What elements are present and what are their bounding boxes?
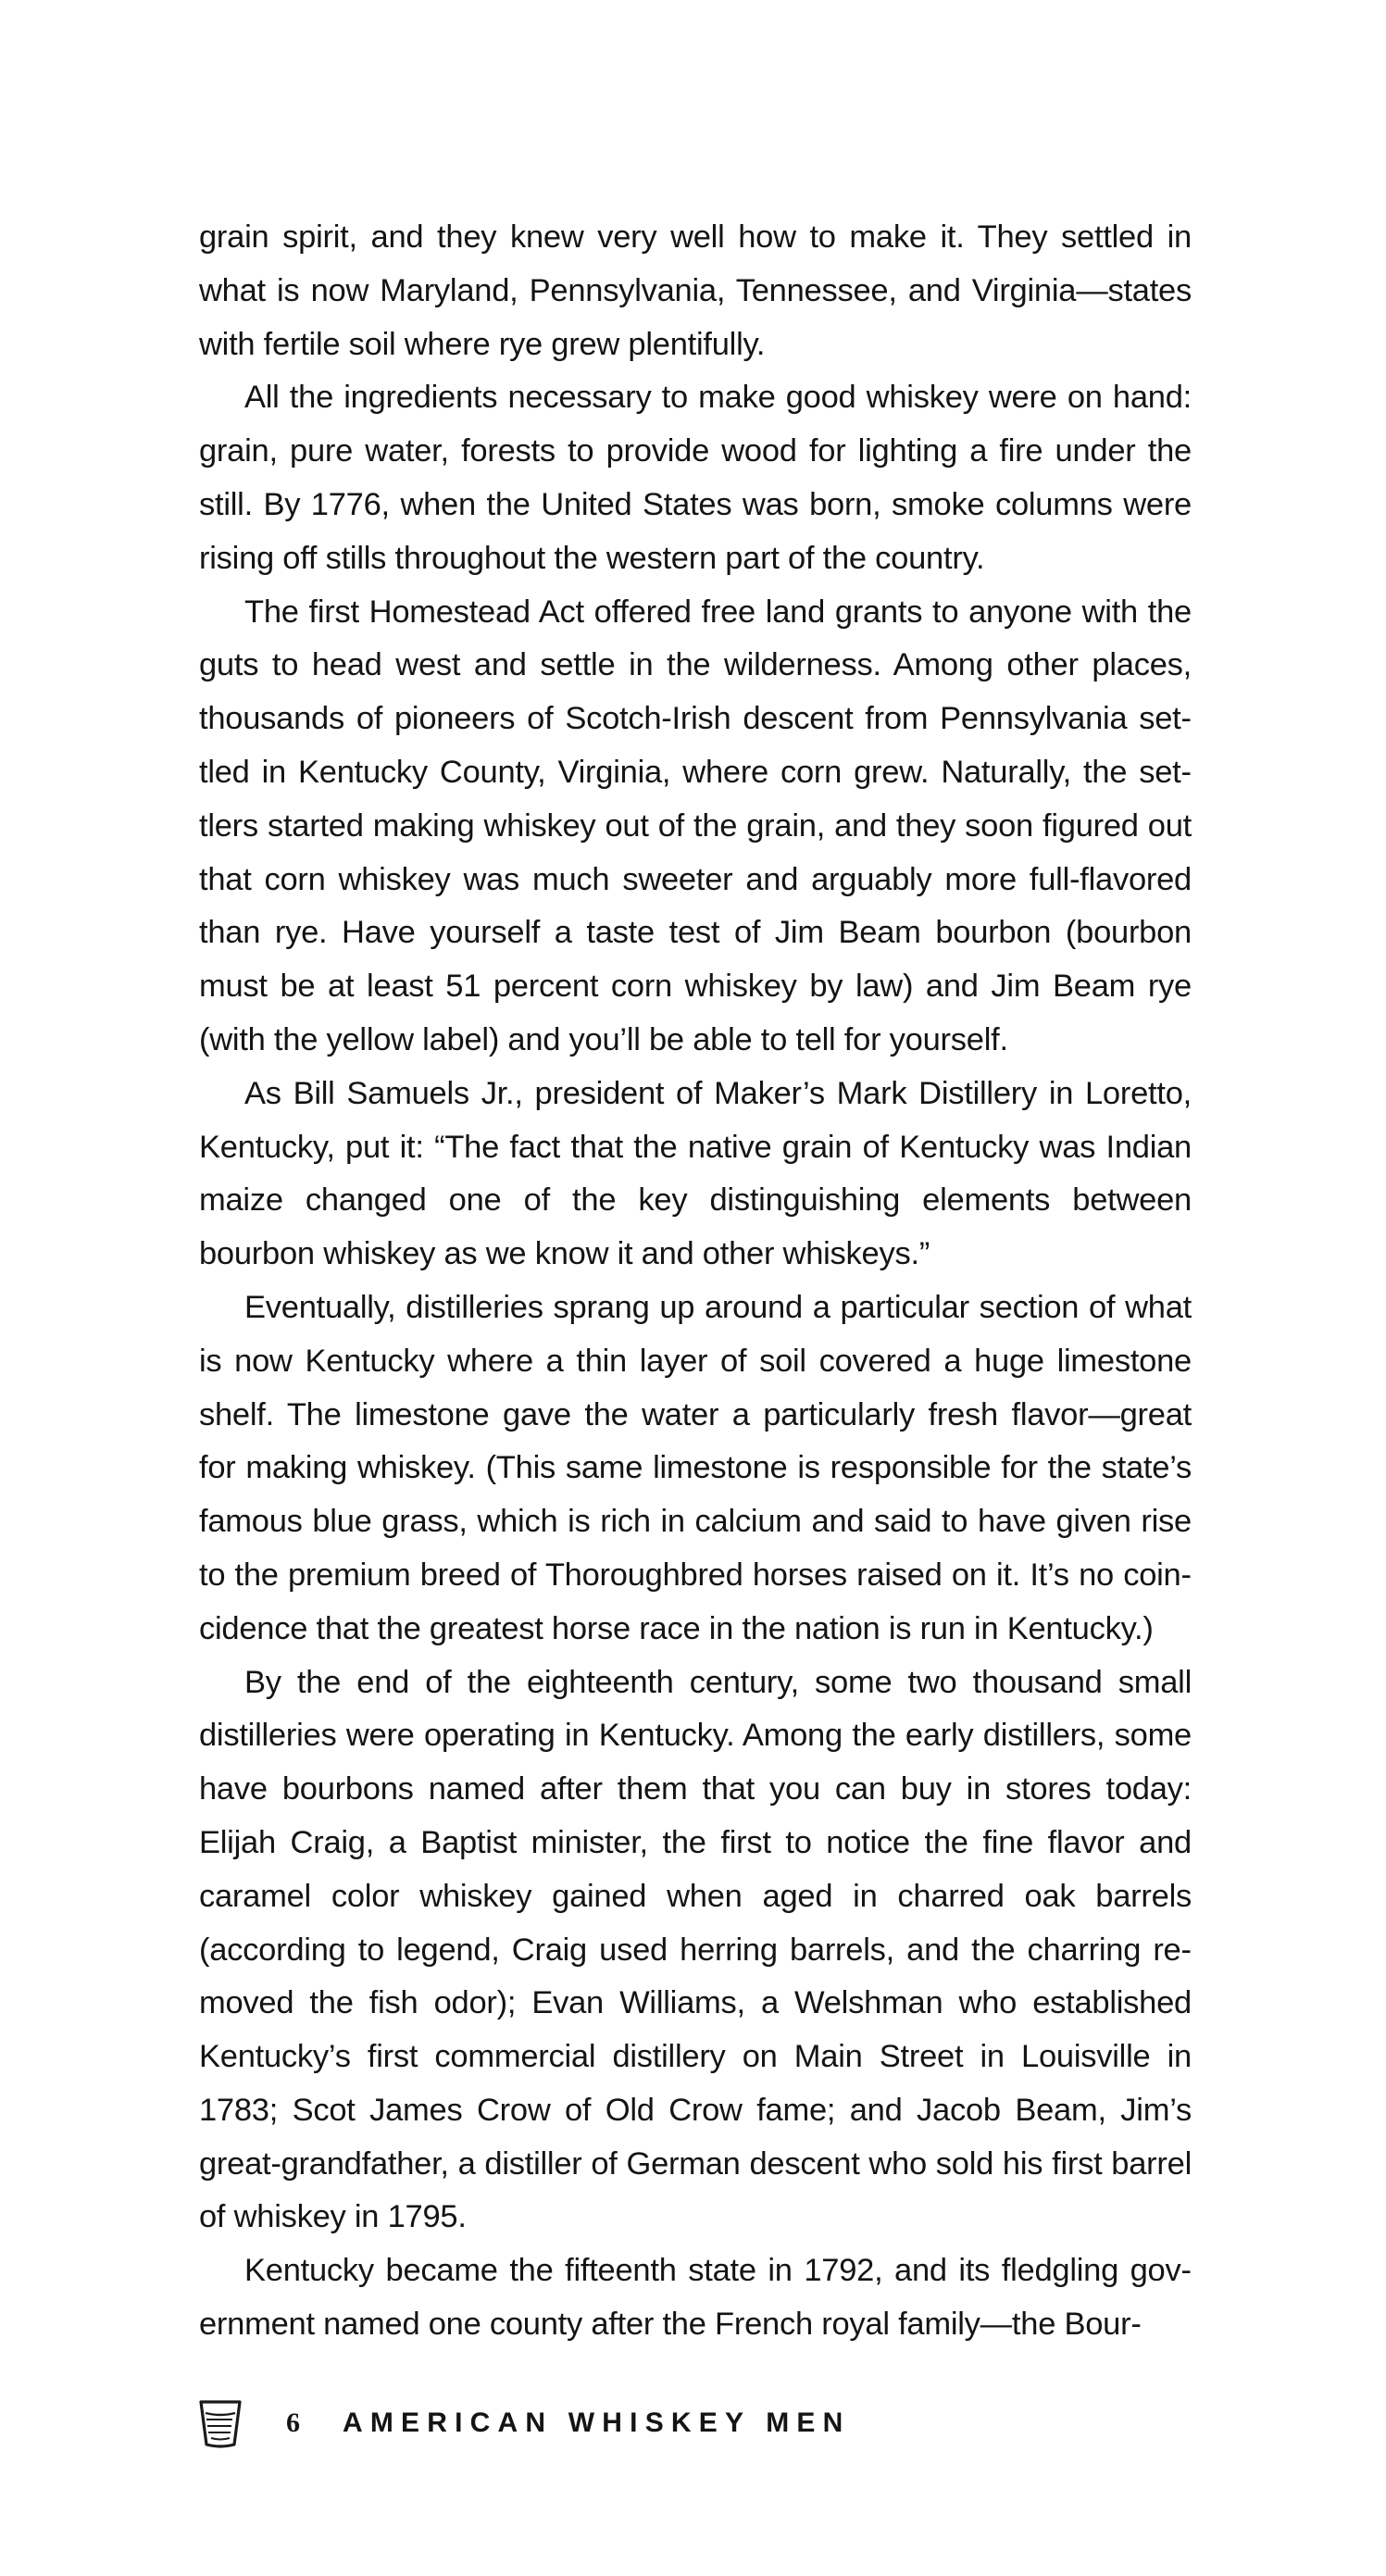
paragraph: By the end of the eighteenth century, some two thousand small distilleries were operating in Kentucky. Among the early distillers, some have bourbons named after them that you can buy in stores today: Elijah Craig, a Baptist minister, the first to notice the fine flavor and caramel color whiskey gained when aged in charred oak barrels (according to legend, Craig used herring barrels, and the charring removed the fish odor); Evan Williams, a Welshman who established Kentucky’s first commercial distillery on Main Street in Louisville in 1783; Scot James Crow of Old Crow fame; and Jacob Beam, Jim’s great-grandfather, a distiller of German descent who sold his first barrel of whiskey in 1795. (199, 1664, 1192, 2235)
paragraph: Eventually, distilleries sprang up around a particular section of what is now Kentucky where a thin layer of soil covered a huge limestone shelf. The limestone gave the water a particularly fresh flavor—great for making whiskey. (This same limestone is responsible for the state’s famous blue grass, which is rich in calcium and said to have given rise to the premium breed of Thoroughbred horses raised on it. It’s no coincidence that the greatest horse race in the nation is run in Kentucky.) (199, 1289, 1192, 1646)
body-text (199, 211, 1192, 2352)
paragraph: All the ingredients necessary to make good whiskey were on hand: grain, pure water, forests to provide wood for lighting a fire under the still. By 1776, when the United States was born, smoke columns were rising off stills throughout the western part of the country. (199, 380, 1192, 576)
page-number: 6 (286, 2407, 302, 2438)
paragraph: The first Homestead Act offered free land grants to anyone with the guts to head west and settle in the wilderness. Among other places, thousands of pioneers of Scotch-Irish descent from Pennsylvania settled in Kentucky County, Virginia, where corn grew. Naturally, the settlers started making whiskey out of the grain, and they soon figured out that corn whiskey was much sweeter and arguably more full-flavored than rye. Have yourself a taste test of Jim Beam bourbon (bourbon must be at least 51 percent corn whiskey by law) and Jim Beam rye (with the yellow label) and you’ll be able to tell for yourself. (199, 594, 1192, 1057)
paragraph: Kentucky became the fifteenth state in 1792, and its fledgling government named one county after the French royal family—the Bour- (199, 2253, 1192, 2343)
paragraph: grain spirit, and they knew very well how to make it. They settled in what is now Maryland, Pennsylvania, Tennessee, and Virginia—states with fertile soil where rye grew plentifully. (199, 219, 1192, 362)
paragraph: As Bill Samuels Jr., president of Maker’s Mark Distillery in Loretto, Kentucky, put it: “The fact that the native grain of Kentucky was Indian maize changed one of the key distinguishing elements between bourbon whiskey as we know it and other whiskeys.” (199, 1075, 1192, 1272)
page-footer (197, 2394, 850, 2453)
whiskey-glass-icon (197, 2397, 243, 2449)
running-head: AMERICAN WHISKEY MEN (343, 2407, 851, 2438)
